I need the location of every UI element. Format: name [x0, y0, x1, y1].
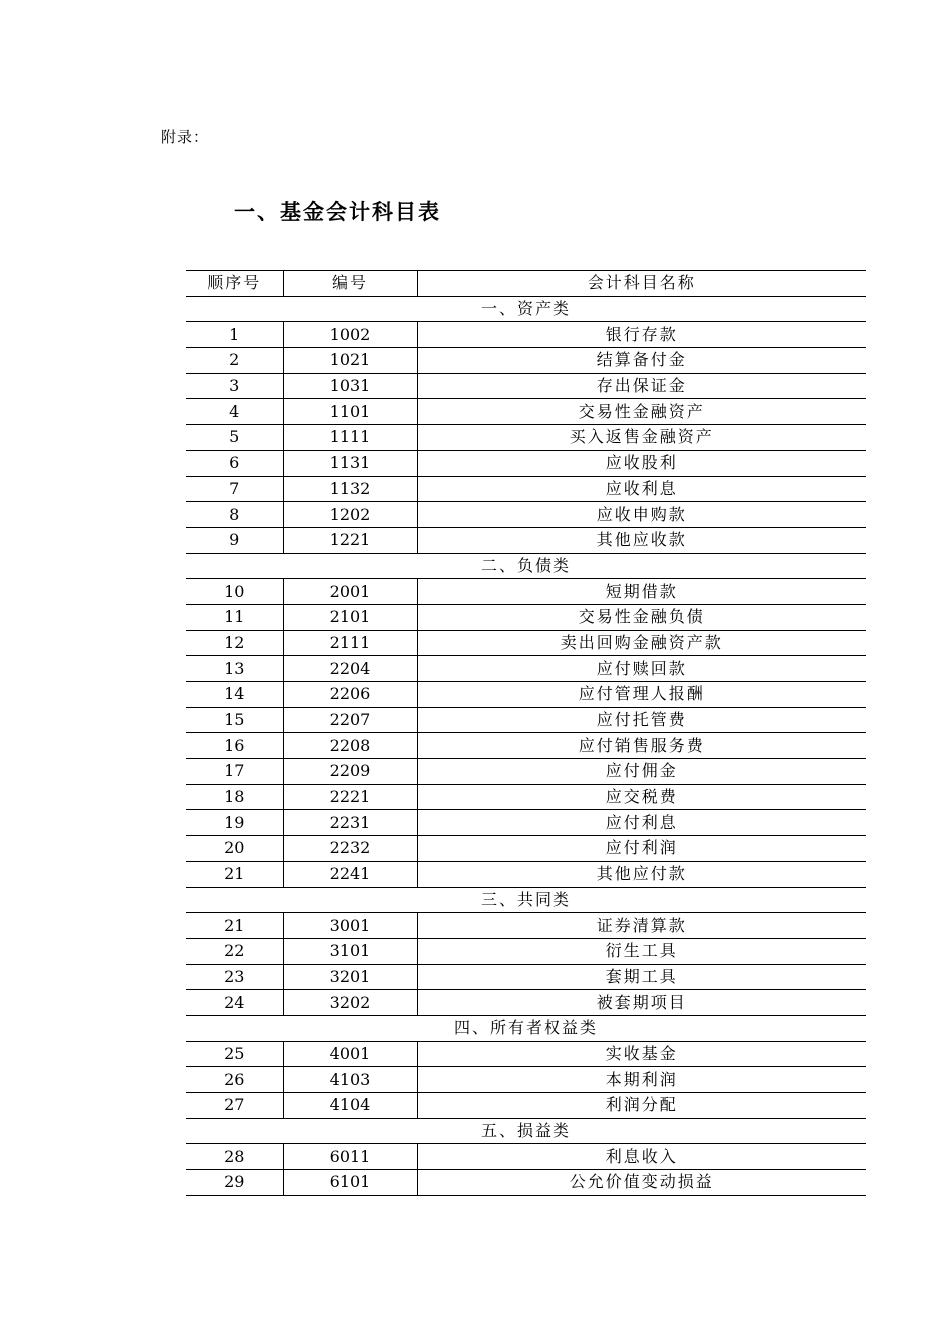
table-row	[186, 1041, 866, 1067]
seq-cell: 21	[186, 913, 283, 939]
code-cell: 6011	[283, 1144, 417, 1170]
seq-cell: 3	[186, 373, 283, 399]
table-row	[186, 1170, 866, 1196]
seq-cell: 24	[186, 990, 283, 1016]
seq-cell: 12	[186, 630, 283, 656]
seq-cell: 14	[186, 682, 283, 708]
name-cell: 应收利息	[417, 476, 866, 502]
category-label: 四、所有者权益类	[186, 1015, 866, 1041]
table-row	[186, 784, 866, 810]
table-row	[186, 990, 866, 1016]
code-cell: 3202	[283, 990, 417, 1016]
seq-cell: 15	[186, 707, 283, 733]
code-cell: 1031	[283, 373, 417, 399]
code-cell: 2231	[283, 810, 417, 836]
table-body	[186, 296, 866, 1195]
table-row	[186, 450, 866, 476]
seq-cell: 1	[186, 322, 283, 348]
code-cell: 1002	[283, 322, 417, 348]
name-cell: 交易性金融资产	[417, 399, 866, 425]
seq-cell: 11	[186, 604, 283, 630]
name-cell: 公允价值变动损益	[417, 1170, 866, 1196]
table-row	[186, 861, 866, 887]
name-cell: 应付利息	[417, 810, 866, 836]
name-cell: 应交税费	[417, 784, 866, 810]
table-row	[186, 1093, 866, 1119]
code-cell: 3201	[283, 964, 417, 990]
code-cell: 4103	[283, 1067, 417, 1093]
table-row	[186, 733, 866, 759]
header-name: 会计科目名称	[417, 271, 866, 297]
table-row	[186, 707, 866, 733]
name-cell: 本期利润	[417, 1067, 866, 1093]
table-row	[186, 1067, 866, 1093]
code-cell: 1111	[283, 425, 417, 451]
name-cell: 应付管理人报酬	[417, 682, 866, 708]
name-cell: 短期借款	[417, 579, 866, 605]
category-label: 二、负债类	[186, 553, 866, 579]
seq-cell: 4	[186, 399, 283, 425]
seq-cell: 13	[186, 656, 283, 682]
code-cell: 2206	[283, 682, 417, 708]
seq-cell: 25	[186, 1041, 283, 1067]
seq-cell: 16	[186, 733, 283, 759]
code-cell: 3001	[283, 913, 417, 939]
name-cell: 利息收入	[417, 1144, 866, 1170]
seq-cell: 29	[186, 1170, 283, 1196]
table-row	[186, 1144, 866, 1170]
table-row	[186, 425, 866, 451]
seq-cell: 20	[186, 836, 283, 862]
code-cell: 1202	[283, 502, 417, 528]
table-row	[186, 373, 866, 399]
name-cell: 被套期项目	[417, 990, 866, 1016]
seq-cell: 9	[186, 527, 283, 553]
table-row	[186, 527, 866, 553]
category-row	[186, 1118, 866, 1144]
seq-cell: 18	[186, 784, 283, 810]
code-cell: 1021	[283, 348, 417, 374]
seq-cell: 22	[186, 938, 283, 964]
name-cell: 应付赎回款	[417, 656, 866, 682]
code-cell: 1132	[283, 476, 417, 502]
name-cell: 应收申购款	[417, 502, 866, 528]
name-cell: 应付托管费	[417, 707, 866, 733]
table-row	[186, 399, 866, 425]
seq-cell: 2	[186, 348, 283, 374]
code-cell: 2101	[283, 604, 417, 630]
category-row	[186, 887, 866, 913]
table-row	[186, 682, 866, 708]
seq-cell: 19	[186, 810, 283, 836]
name-cell: 结算备付金	[417, 348, 866, 374]
table-row	[186, 656, 866, 682]
seq-cell: 10	[186, 579, 283, 605]
name-cell: 存出保证金	[417, 373, 866, 399]
code-cell: 6101	[283, 1170, 417, 1196]
code-cell: 2111	[283, 630, 417, 656]
category-row	[186, 1015, 866, 1041]
category-label: 一、资产类	[186, 296, 866, 322]
table-row	[186, 938, 866, 964]
name-cell: 实收基金	[417, 1041, 866, 1067]
name-cell: 其他应收款	[417, 527, 866, 553]
category-label: 五、损益类	[186, 1118, 866, 1144]
seq-cell: 21	[186, 861, 283, 887]
accounts-table	[186, 270, 866, 1196]
seq-cell: 28	[186, 1144, 283, 1170]
name-cell: 套期工具	[417, 964, 866, 990]
name-cell: 交易性金融负债	[417, 604, 866, 630]
name-cell: 应付销售服务费	[417, 733, 866, 759]
table-row	[186, 810, 866, 836]
table-row	[186, 348, 866, 374]
table-row	[186, 579, 866, 605]
table-header-row	[186, 271, 866, 297]
seq-cell: 27	[186, 1093, 283, 1119]
seq-cell: 23	[186, 964, 283, 990]
header-code: 编号	[283, 271, 417, 297]
name-cell: 银行存款	[417, 322, 866, 348]
code-cell: 2209	[283, 759, 417, 785]
appendix-label: 附录：	[161, 128, 210, 146]
code-cell: 2241	[283, 861, 417, 887]
table-row	[186, 502, 866, 528]
table-row	[186, 836, 866, 862]
code-cell: 2001	[283, 579, 417, 605]
table-row	[186, 322, 866, 348]
seq-cell: 5	[186, 425, 283, 451]
table-row	[186, 913, 866, 939]
table-row	[186, 759, 866, 785]
seq-cell: 6	[186, 450, 283, 476]
category-row	[186, 553, 866, 579]
name-cell: 应付利润	[417, 836, 866, 862]
name-cell: 证券清算款	[417, 913, 866, 939]
name-cell: 应付佣金	[417, 759, 866, 785]
seq-cell: 17	[186, 759, 283, 785]
code-cell: 1131	[283, 450, 417, 476]
code-cell: 2221	[283, 784, 417, 810]
code-cell: 2232	[283, 836, 417, 862]
code-cell: 1101	[283, 399, 417, 425]
page-title: 一、基金会计科目表	[234, 200, 441, 224]
code-cell: 3101	[283, 938, 417, 964]
table-row	[186, 604, 866, 630]
name-cell: 其他应付款	[417, 861, 866, 887]
category-row	[186, 296, 866, 322]
name-cell: 卖出回购金融资产款	[417, 630, 866, 656]
name-cell: 买入返售金融资产	[417, 425, 866, 451]
name-cell: 应收股利	[417, 450, 866, 476]
seq-cell: 8	[186, 502, 283, 528]
code-cell: 4001	[283, 1041, 417, 1067]
code-cell: 2208	[283, 733, 417, 759]
name-cell: 利润分配	[417, 1093, 866, 1119]
code-cell: 2204	[283, 656, 417, 682]
table-row	[186, 964, 866, 990]
category-label: 三、共同类	[186, 887, 866, 913]
code-cell: 2207	[283, 707, 417, 733]
table-row	[186, 630, 866, 656]
code-cell: 4104	[283, 1093, 417, 1119]
code-cell: 1221	[283, 527, 417, 553]
table-row	[186, 476, 866, 502]
header-seq: 顺序号	[186, 271, 283, 297]
name-cell: 衍生工具	[417, 938, 866, 964]
seq-cell: 26	[186, 1067, 283, 1093]
seq-cell: 7	[186, 476, 283, 502]
